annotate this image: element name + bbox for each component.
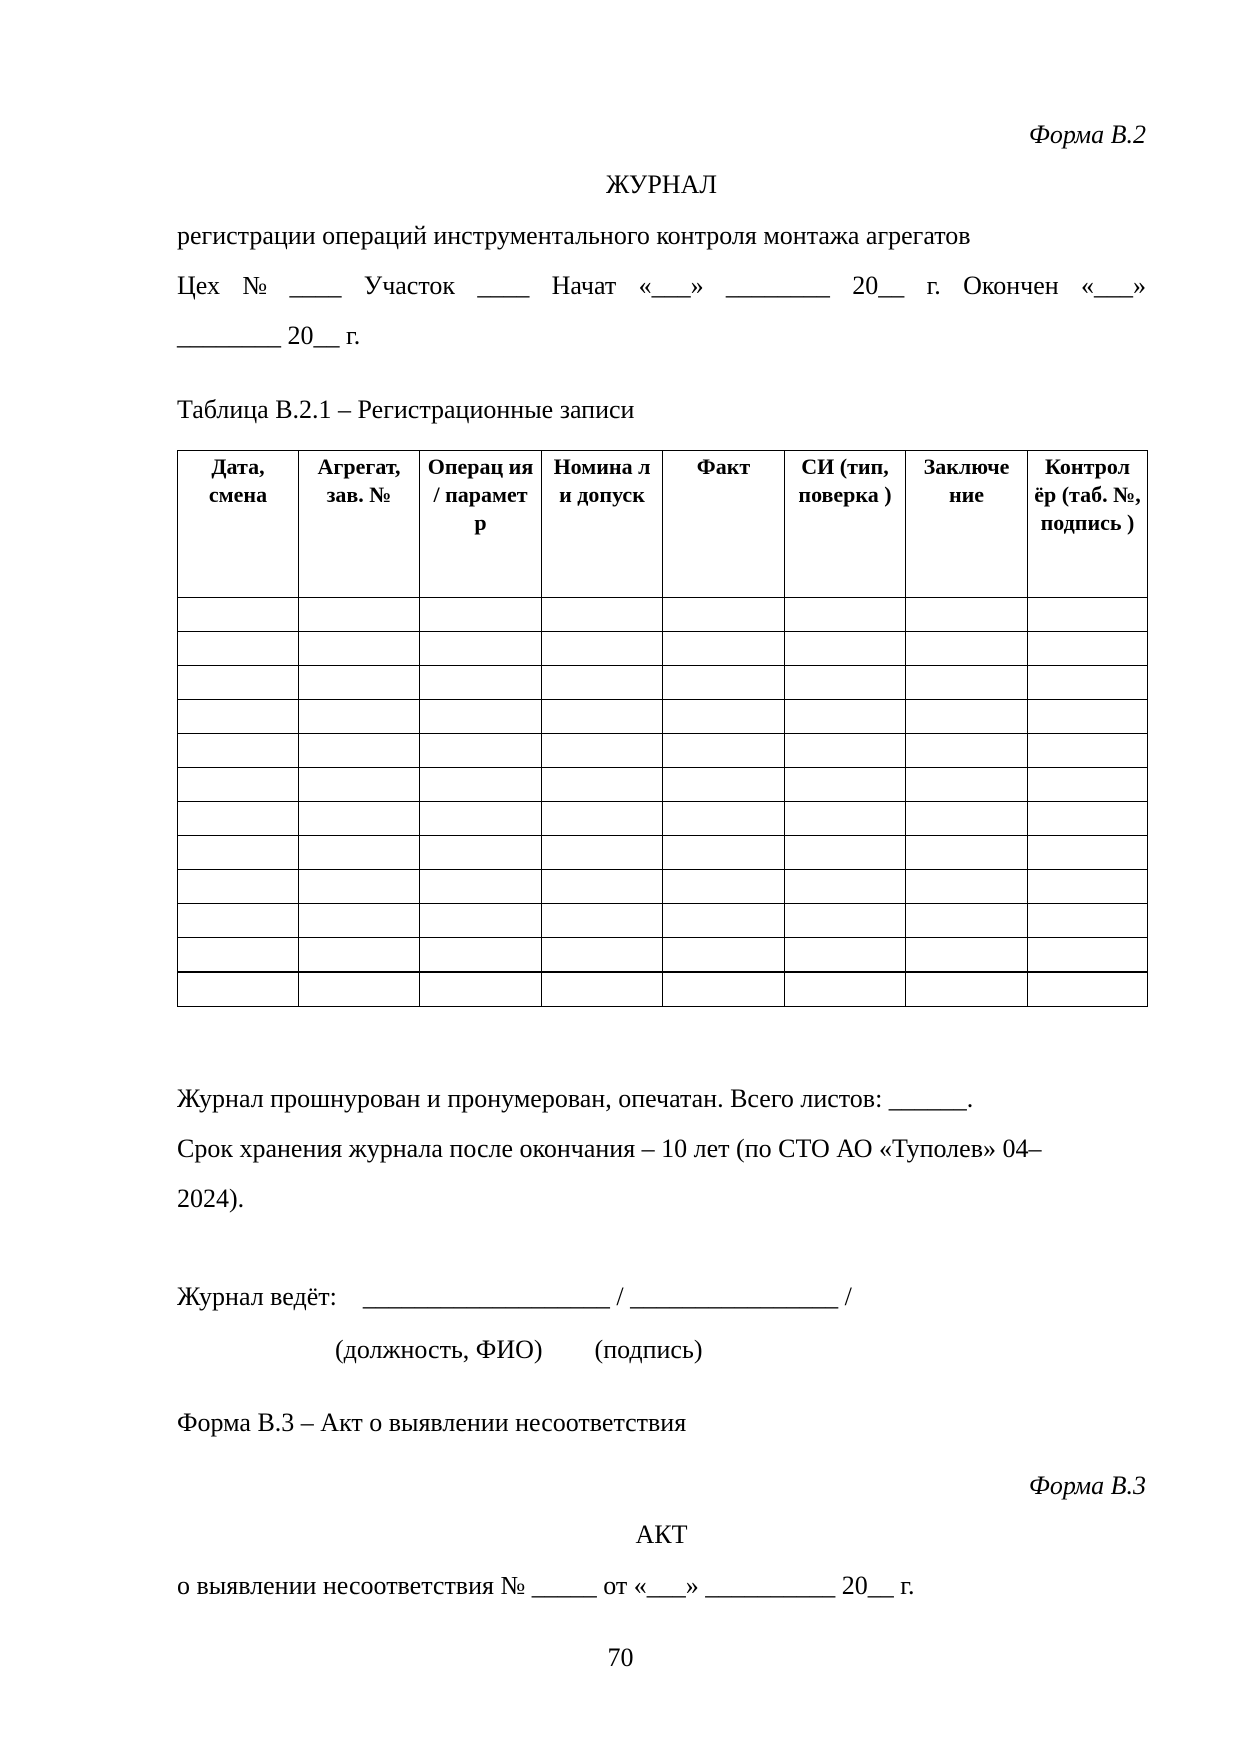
table-cell [420,734,542,768]
header-line-2: ________ 20__ г. [177,321,361,350]
form-b3-label: Форма В.3 [1028,1471,1146,1500]
table-cell [542,598,663,632]
act-title: АКТ [635,1520,688,1549]
table-row [178,904,1148,938]
kept-by-line: Журнал ведёт: ___________________ / ________________ / [177,1282,852,1311]
table-cell [178,768,299,802]
table-cell [178,734,299,768]
table-cell [906,870,1028,904]
table-cell [299,870,420,904]
table-cell [178,802,299,836]
table-cell [299,802,420,836]
table-row [178,870,1148,904]
table-cell [420,598,542,632]
table-header-row [178,451,1148,598]
table-cell [1028,870,1148,904]
table-cell [178,938,299,973]
act-subtitle: о выявлении несоответствия № _____ от «___» __________ 20__ г. [177,1571,915,1600]
table-row [178,972,1148,1007]
table-cell [420,904,542,938]
table-cell [299,598,420,632]
table-cell [785,632,906,666]
table-cell [663,768,785,802]
header-token: ________ [725,271,830,300]
table-cell [663,904,785,938]
table-row [178,836,1148,870]
table-cell [663,938,785,973]
table-cell [542,870,663,904]
table-cell [299,836,420,870]
table-cell [542,802,663,836]
table-cell [663,666,785,700]
note-sheets: Журнал прошнурован и пронумерован, опечатан. Всего листов: ______. [177,1084,974,1113]
table-row [178,666,1148,700]
table-cell [542,734,663,768]
table-cell [663,700,785,734]
table-cell [299,632,420,666]
journal-title: ЖУРНАЛ [606,170,717,199]
table-cell [906,802,1028,836]
table-cell [1028,734,1148,768]
table-cell [178,870,299,904]
table-cell [542,938,663,973]
table-cell [1028,802,1148,836]
table-cell [785,972,906,1007]
table-cell [663,632,785,666]
table-cell [663,734,785,768]
column-header: Заключе ние [906,451,1028,598]
table-cell [542,768,663,802]
header-line-1 [177,271,1146,301]
table-cell [420,938,542,973]
table-cell [906,938,1028,973]
table-cell [420,802,542,836]
table-cell [299,666,420,700]
column-header: СИ (тип, поверка ) [785,451,906,598]
table-cell [906,972,1028,1007]
table-cell [1028,904,1148,938]
table-cell [785,938,906,973]
table-cell [785,700,906,734]
table-row [178,598,1148,632]
table-cell [906,734,1028,768]
table-cell [906,700,1028,734]
table-cell [663,598,785,632]
header-token: Участок [363,271,455,300]
table-cell [785,768,906,802]
header-token: Начат [551,271,617,300]
header-token: № [242,271,268,300]
table-cell [906,632,1028,666]
table-cell [785,734,906,768]
table-cell [542,836,663,870]
table-cell [542,666,663,700]
table-cell [906,904,1028,938]
table-cell [542,972,663,1007]
table-row [178,632,1148,666]
table-cell [178,666,299,700]
table-cell [420,632,542,666]
header-token: Окончен [963,271,1059,300]
column-header: Контрол ёр (таб. №, подпись ) [1028,451,1148,598]
table-row [178,938,1148,973]
header-token: ____ [477,271,530,300]
header-token: «___» [638,271,704,300]
header-token: ____ [289,271,342,300]
table-cell [906,598,1028,632]
table-cell [178,904,299,938]
table-caption: Таблица В.2.1 – Регистрационные записи [177,395,635,424]
table-cell [420,700,542,734]
table-cell [420,870,542,904]
note-storage-line-1: Срок хранения журнала после окончания – 10 лет (по СТО АО «Туполев» 04– [177,1134,1042,1163]
table-row [178,768,1148,802]
table-cell [542,632,663,666]
table-cell [663,802,785,836]
table-cell [785,836,906,870]
registration-table [177,450,1148,1007]
header-token: «___» [1081,271,1146,300]
table-cell [178,700,299,734]
table-row [178,802,1148,836]
table-cell [663,972,785,1007]
table-cell [1028,768,1148,802]
table-cell [785,904,906,938]
form-b3-caption: Форма В.3 – Акт о выявлении несоответствия [177,1408,687,1437]
table-cell [663,836,785,870]
table-cell [906,836,1028,870]
table-cell [420,972,542,1007]
table-body [178,598,1148,1007]
table-cell [299,734,420,768]
table-cell [663,870,785,904]
journal-subtitle: регистрации операций инструментального контроля монтажа агрегатов [177,221,971,250]
table-cell [542,700,663,734]
header-token: г. [926,271,941,300]
table-cell [785,666,906,700]
table-cell [906,666,1028,700]
table-cell [785,598,906,632]
table-cell [299,904,420,938]
column-header: Агрегат, зав. № [299,451,420,598]
column-header: Операц ия / парамет р [420,451,542,598]
form-label: Форма В.2 [1028,120,1146,149]
table-cell [420,836,542,870]
table-row [178,734,1148,768]
header-token: 20__ [852,271,905,300]
table-cell [1028,938,1148,973]
page-number: 70 [607,1643,634,1672]
table-cell [1028,598,1148,632]
table-cell [299,972,420,1007]
note-storage-line-2: 2024). [177,1184,245,1213]
table-cell [1028,972,1148,1007]
table-cell [542,904,663,938]
table-cell [299,768,420,802]
table-cell [1028,836,1148,870]
kept-by-hint: (должность, ФИО) (подпись) [335,1335,703,1364]
table-cell [299,700,420,734]
column-header: Факт [663,451,785,598]
column-header: Дата, смена [178,451,299,598]
table-cell [1028,632,1148,666]
column-header: Номина л и допуск [542,451,663,598]
table-cell [420,666,542,700]
table-row [178,700,1148,734]
table-cell [906,768,1028,802]
table-cell [420,768,542,802]
table-cell [299,938,420,973]
table-cell [785,870,906,904]
table-cell [178,972,299,1007]
table-cell [178,632,299,666]
table-cell [1028,666,1148,700]
table-cell [1028,700,1148,734]
table-cell [178,836,299,870]
table-cell [785,802,906,836]
table-cell [178,598,299,632]
header-token: Цех [177,271,220,300]
